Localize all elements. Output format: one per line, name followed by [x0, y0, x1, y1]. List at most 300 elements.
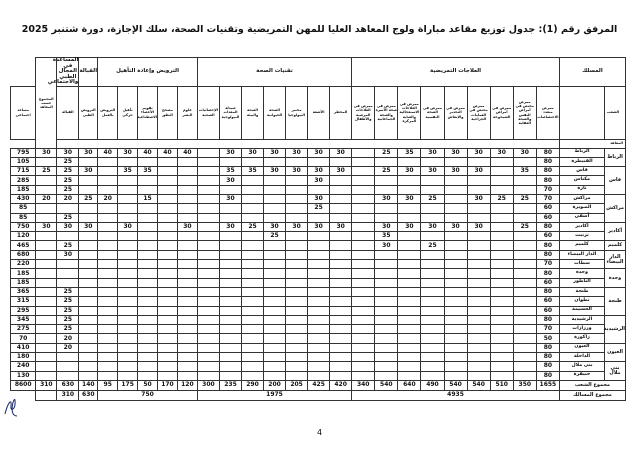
seat-cell — [264, 306, 286, 315]
option-total-cell: 630 — [57, 380, 79, 390]
seat-cell — [118, 241, 138, 250]
institute-cell: العيون — [559, 343, 604, 352]
seat-cell — [57, 269, 79, 278]
seat-cell — [375, 260, 398, 269]
seat-cell — [242, 371, 264, 380]
seat-cell — [36, 232, 57, 241]
table-row — [11, 194, 626, 203]
seat-cell — [98, 269, 118, 278]
option-total-cell: 95 — [98, 380, 118, 390]
table-row — [11, 315, 626, 324]
seat-cell — [467, 250, 490, 259]
seat-cell — [242, 334, 264, 343]
seat-cell: 30 — [79, 222, 98, 231]
seat-cell — [286, 250, 308, 259]
seat-cell — [330, 241, 352, 250]
institute-cell: مكناس — [559, 176, 604, 185]
seat-cell: 35 — [118, 167, 138, 176]
seat-cell — [421, 287, 444, 296]
seat-cell: 80 — [536, 343, 559, 352]
seat-cell — [158, 232, 178, 241]
option-total-cell: 300 — [197, 380, 219, 390]
seat-cell: 40 — [98, 148, 118, 157]
section-rehab-header: الترويض وإعادة التأهيل — [98, 58, 198, 87]
seat-cell — [197, 287, 219, 296]
seat-cell — [197, 176, 219, 185]
seat-cell: 40 — [158, 148, 178, 157]
seat-cell — [158, 213, 178, 222]
seat-cell — [330, 194, 352, 203]
seat-cell — [118, 185, 138, 194]
seat-cell: 35 — [138, 167, 158, 176]
seat-cell — [177, 297, 197, 306]
seat-cell — [421, 306, 444, 315]
seat-cell — [286, 269, 308, 278]
table-row — [11, 371, 626, 380]
option-total-cell: 175 — [118, 380, 138, 390]
seat-cell: 60 — [536, 213, 559, 222]
specialty-header: تأهيل حركي — [118, 86, 138, 139]
seat-cell — [118, 343, 138, 352]
seat-cell — [467, 176, 490, 185]
seat-cell — [398, 371, 421, 380]
seat-cell — [219, 260, 241, 269]
seat-cell — [264, 334, 286, 343]
seat-cell — [219, 241, 241, 250]
seat-cell: 30 — [444, 222, 467, 231]
table-row — [11, 306, 626, 315]
seat-cell — [286, 232, 308, 241]
option-total-cell: 310 — [36, 380, 57, 390]
seat-cell — [308, 315, 330, 324]
seat-cell: 30 — [118, 148, 138, 157]
seat-cell — [421, 371, 444, 380]
table-row — [11, 269, 626, 278]
seat-cell — [467, 204, 490, 213]
seat-cell — [197, 260, 219, 269]
section-midwife-header: القبالة — [79, 58, 98, 87]
seat-cell — [242, 176, 264, 185]
seat-cell — [36, 343, 57, 352]
seat-cell — [177, 204, 197, 213]
seat-cell — [467, 343, 490, 352]
seat-cell — [98, 250, 118, 259]
seat-cell: 30 — [513, 148, 536, 157]
seat-cell — [36, 315, 57, 324]
seat-cell — [118, 194, 138, 203]
seat-cell — [286, 297, 308, 306]
seat-cell — [219, 232, 241, 241]
seat-cell: 25 — [57, 176, 79, 185]
seat-cell — [219, 278, 241, 287]
region-cell: مراكش — [605, 194, 626, 222]
seat-cell — [490, 315, 513, 324]
option-total-cell: 1655 — [536, 380, 559, 390]
seat-cell — [467, 334, 490, 343]
option-total-cell: 140 — [79, 380, 98, 390]
seat-cell: 30 — [219, 194, 241, 203]
institute-cell: سطات — [559, 260, 604, 269]
seat-cell — [330, 204, 352, 213]
seat-cell — [177, 213, 197, 222]
seat-cell — [421, 353, 444, 362]
seat-cell — [118, 260, 138, 269]
seat-cell: 30 — [421, 167, 444, 176]
seat-cell — [513, 297, 536, 306]
institute-total-cell: 345 — [11, 315, 36, 324]
seat-cell — [197, 362, 219, 371]
seat-cell — [219, 157, 241, 166]
seat-cell — [286, 315, 308, 324]
seat-cell: 80 — [536, 167, 559, 176]
seat-cell — [158, 353, 178, 362]
seat-cell — [352, 325, 375, 334]
seat-cell: 35 — [242, 167, 264, 176]
seat-cell — [467, 306, 490, 315]
seat-cell — [197, 278, 219, 287]
seat-cell — [219, 315, 241, 324]
seat-cell: 30 — [375, 222, 398, 231]
seat-cell — [177, 241, 197, 250]
seat-cell: 80 — [536, 371, 559, 380]
seat-cell — [375, 269, 398, 278]
seat-cell — [57, 371, 79, 380]
seat-cell: 30 — [308, 148, 330, 157]
total-by-option-label: مجموع الشعب — [559, 380, 625, 390]
seat-cell — [352, 185, 375, 194]
seat-cell — [398, 176, 421, 185]
seat-cell — [158, 287, 178, 296]
specialty-header: ممرض متعدد الاختصاصات — [536, 86, 559, 139]
seat-cell — [242, 362, 264, 371]
seat-cell — [513, 343, 536, 352]
seat-cell — [286, 260, 308, 269]
seat-cell: 70 — [536, 194, 559, 203]
seat-cell: 20 — [36, 194, 57, 203]
seat-cell — [98, 297, 118, 306]
seat-cell — [375, 297, 398, 306]
seat-cell — [490, 157, 513, 166]
seat-cell: 35 — [398, 148, 421, 157]
seat-cell — [177, 167, 197, 176]
seat-cell: 30 — [264, 148, 286, 157]
seat-cell — [177, 315, 197, 324]
seat-cell — [421, 185, 444, 194]
seat-cell — [79, 157, 98, 166]
seat-cell — [444, 325, 467, 334]
region-cell: الرباط — [605, 148, 626, 167]
institute-cell: وجدة — [559, 269, 604, 278]
table-row — [11, 362, 626, 371]
institute-total-cell: 240 — [11, 362, 36, 371]
seat-cell — [375, 250, 398, 259]
seat-cell: 25 — [57, 167, 79, 176]
seat-cell: 30 — [467, 222, 490, 231]
seat-cell — [330, 343, 352, 352]
seat-cell — [398, 343, 421, 352]
specialty-header: الترويض بالعمل — [98, 86, 118, 139]
seat-cell — [197, 343, 219, 352]
seat-cell — [513, 371, 536, 380]
option-total-cell: 540 — [444, 380, 467, 390]
seat-cell — [352, 269, 375, 278]
seat-cell — [375, 315, 398, 324]
seat-cell — [513, 157, 536, 166]
region-cell: العيون — [605, 343, 626, 362]
seat-cell — [98, 232, 118, 241]
institute-cell: طنجة — [559, 287, 604, 296]
seat-cell — [421, 157, 444, 166]
seat-cell: 25 — [264, 232, 286, 241]
seat-cell: 30 — [286, 222, 308, 231]
seat-cell — [308, 362, 330, 371]
seat-cell: 30 — [308, 167, 330, 176]
seat-cell — [138, 306, 158, 315]
seat-cell — [36, 157, 57, 166]
seat-cell — [197, 297, 219, 306]
section-nursing-header: العلاجات التمريضية — [352, 58, 560, 87]
seat-cell — [197, 250, 219, 259]
option-total-cell: 170 — [158, 380, 178, 390]
seat-cell — [513, 287, 536, 296]
seat-cell — [308, 185, 330, 194]
seat-cell — [158, 278, 178, 287]
seat-cell — [398, 250, 421, 259]
seat-cell — [444, 269, 467, 278]
seat-cell: 25 — [308, 204, 330, 213]
seat-cell — [264, 297, 286, 306]
seat-cell — [490, 371, 513, 380]
seat-cell: 25 — [57, 325, 79, 334]
seat-cell — [286, 343, 308, 352]
seat-cell — [375, 362, 398, 371]
seat-cell — [98, 157, 118, 166]
seat-cell — [286, 325, 308, 334]
seat-cell — [444, 306, 467, 315]
seat-cell — [138, 362, 158, 371]
seat-cell — [79, 185, 98, 194]
table-body — [11, 148, 626, 380]
seat-cell: 30 — [118, 222, 138, 231]
seat-cell — [421, 204, 444, 213]
seat-cell — [286, 362, 308, 371]
seat-cell — [375, 278, 398, 287]
seat-cell — [177, 306, 197, 315]
seat-cell — [219, 343, 241, 352]
seat-cell: 70 — [536, 325, 559, 334]
seat-cell — [138, 260, 158, 269]
seat-cell: 80 — [536, 315, 559, 324]
specialty-header: الصحة والبيئة — [242, 86, 264, 139]
seat-cell — [398, 278, 421, 287]
seat-cell — [98, 278, 118, 287]
seat-cell — [490, 278, 513, 287]
seat-cell — [197, 194, 219, 203]
option-total-cell: 120 — [177, 380, 197, 390]
seat-cell — [421, 297, 444, 306]
seat-cell: 25 — [57, 157, 79, 166]
specialty-header: ممرض في التخدير والإنعاش — [444, 86, 467, 139]
seat-cell: 20 — [57, 343, 79, 352]
seat-cell — [490, 287, 513, 296]
specialty-header: مختبر البيولوجيا — [286, 86, 308, 139]
seat-cell — [286, 287, 308, 296]
seat-distribution-table — [10, 57, 626, 401]
seat-cell — [177, 343, 197, 352]
seat-cell — [467, 371, 490, 380]
seat-cell — [398, 353, 421, 362]
option-total-cell: 490 — [421, 380, 444, 390]
seat-cell — [158, 334, 178, 343]
total-by-option-row — [11, 380, 626, 390]
seat-cell — [352, 287, 375, 296]
seat-cell — [177, 232, 197, 241]
seat-cell — [219, 269, 241, 278]
seat-cell — [219, 325, 241, 334]
seat-cell — [444, 362, 467, 371]
institute-total-cell: 430 — [11, 194, 36, 203]
seat-cell — [264, 287, 286, 296]
seat-cell — [308, 250, 330, 259]
specialty-header: ممرض في العلاجات الاستعجالية والعناية المركزة — [398, 86, 421, 139]
seat-cell — [177, 185, 197, 194]
seat-cell — [308, 371, 330, 380]
seat-cell — [513, 185, 536, 194]
seat-cell — [197, 334, 219, 343]
institute-cell: الرشيدية — [559, 315, 604, 324]
seat-cell — [79, 343, 98, 352]
seat-cell — [118, 250, 138, 259]
seat-cell — [264, 260, 286, 269]
seat-cell: 50 — [536, 334, 559, 343]
seat-cell — [264, 241, 286, 250]
institutes-top-cell — [559, 86, 604, 139]
seat-cell — [398, 306, 421, 315]
institute-total-cell: 70 — [11, 334, 36, 343]
seat-cell — [242, 306, 264, 315]
seat-cell — [219, 213, 241, 222]
seat-cell — [158, 306, 178, 315]
seat-cell — [219, 371, 241, 380]
seat-cell — [308, 278, 330, 287]
specialty-header: القبالة — [57, 86, 79, 139]
seat-cell — [158, 250, 178, 259]
seat-cell — [118, 157, 138, 166]
seat-cell: 25 — [57, 287, 79, 296]
seat-cell — [197, 315, 219, 324]
seat-cell — [330, 334, 352, 343]
seat-cell — [264, 194, 286, 203]
seat-cell — [158, 260, 178, 269]
seat-cell — [98, 176, 118, 185]
seat-cell — [138, 297, 158, 306]
seat-cell — [138, 204, 158, 213]
seat-cell — [421, 232, 444, 241]
seat-cell: 25 — [57, 185, 79, 194]
specialty-header: ممرض في العلاجات المرضية والأطفال — [352, 86, 375, 139]
institute-total-cell: 680 — [11, 250, 36, 259]
seat-cell — [444, 176, 467, 185]
seat-cell: 25 — [513, 194, 536, 203]
seat-cell — [352, 213, 375, 222]
seat-cell: 80 — [536, 241, 559, 250]
specialty-header: مساعد اجتماعي — [11, 86, 36, 139]
seat-cell — [444, 185, 467, 194]
specialty-header: ممرض مختص في أمراض النفس والصحة العقلية — [513, 86, 536, 139]
seat-cell — [513, 315, 536, 324]
institute-total-cell: 315 — [11, 297, 36, 306]
option-total-cell: 290 — [242, 380, 264, 390]
seat-cell — [421, 260, 444, 269]
seat-cell — [138, 176, 158, 185]
seat-cell — [398, 157, 421, 166]
seat-cell — [197, 213, 219, 222]
seat-cell — [513, 250, 536, 259]
seat-cell — [158, 315, 178, 324]
seat-cell: 25 — [79, 194, 98, 203]
seat-cell — [264, 362, 286, 371]
seat-cell — [444, 343, 467, 352]
seat-cell — [352, 148, 375, 157]
seat-cell: 30 — [286, 167, 308, 176]
header-spacer — [36, 139, 560, 148]
seat-cell — [118, 371, 138, 380]
seat-cell — [513, 232, 536, 241]
seat-cell: 30 — [57, 222, 79, 231]
seat-cell — [242, 260, 264, 269]
seat-cell — [264, 353, 286, 362]
seat-cell: 30 — [286, 148, 308, 157]
seat-cell — [118, 315, 138, 324]
institute-cell: مراكش — [559, 194, 604, 203]
seat-cell — [398, 260, 421, 269]
seat-cell — [118, 232, 138, 241]
seat-cell — [352, 167, 375, 176]
institute-total-cell: 85 — [11, 204, 36, 213]
seat-cell — [242, 287, 264, 296]
seat-cell — [421, 250, 444, 259]
seat-cell — [264, 157, 286, 166]
seat-cell — [264, 269, 286, 278]
seat-cell — [490, 306, 513, 315]
seat-cell — [330, 362, 352, 371]
seat-cell — [138, 269, 158, 278]
seat-cell — [98, 260, 118, 269]
total-social: 310 — [57, 390, 79, 400]
seat-cell — [444, 213, 467, 222]
seat-cell — [118, 269, 138, 278]
seat-cell — [57, 278, 79, 287]
seat-cell — [242, 232, 264, 241]
seat-cell — [330, 371, 352, 380]
seat-cell — [138, 157, 158, 166]
seat-cell — [286, 306, 308, 315]
seat-cell — [36, 204, 57, 213]
seat-cell — [36, 269, 57, 278]
seat-cell — [467, 287, 490, 296]
seat-cell — [308, 297, 330, 306]
option-total-cell: 540 — [467, 380, 490, 390]
seat-cell: 30 — [330, 222, 352, 231]
seat-cell — [398, 325, 421, 334]
total-health-tech: 1975 — [197, 390, 351, 400]
seat-cell — [98, 371, 118, 380]
seat-cell — [286, 213, 308, 222]
seat-cell: 30 — [490, 148, 513, 157]
seat-cell — [138, 371, 158, 380]
seat-cell — [219, 306, 241, 315]
specialty-header: المخطر — [330, 86, 352, 139]
